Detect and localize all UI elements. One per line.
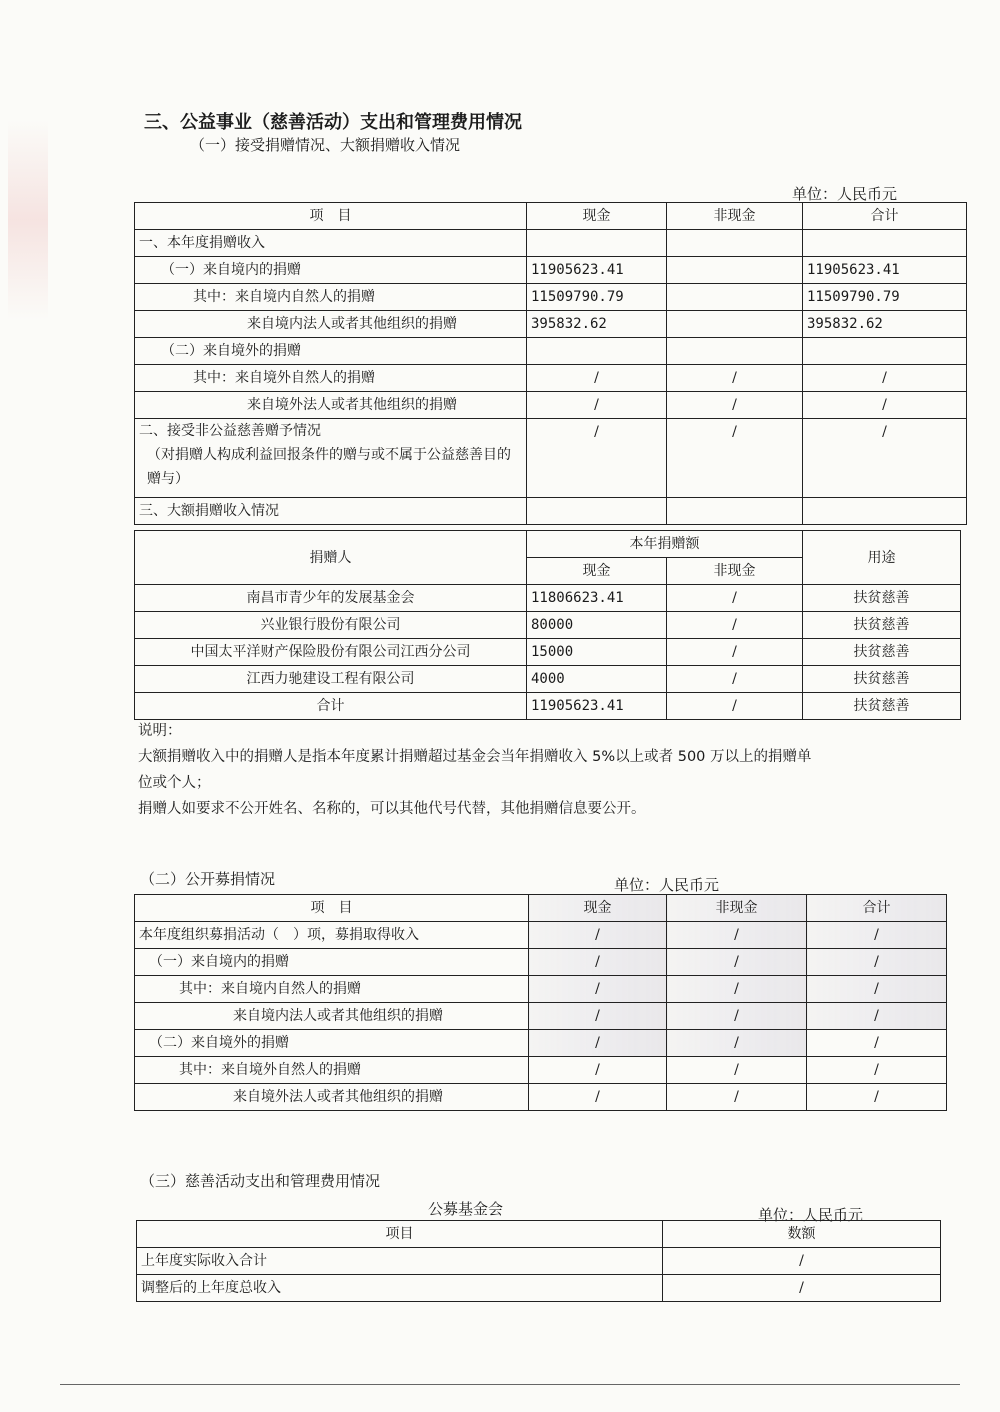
noncash-cell: / [667,922,807,949]
cash-cell: 15000 [527,639,667,666]
row-label: （二）来自境外的捐赠 [135,338,527,365]
table-row [135,311,967,338]
noncash-cell: / [667,693,803,720]
row-label: 其中：来自境内自然人的捐赠 [135,284,527,311]
total-cell: / [803,392,967,419]
cash-cell: / [529,949,667,976]
cash-cell [527,338,667,365]
table-row [135,585,961,612]
expense-table [136,1220,941,1302]
noncash-cell: / [667,1030,807,1057]
header-noncash: 非现金 [667,203,803,230]
notes-line-1: 大额捐赠收入中的捐赠人是指本年度累计捐赠超过基金会当年捐赠收入 5%以上或者 500 万以上的捐赠单 [138,749,812,765]
cash-cell: 11509790.79 [527,284,667,311]
row-label: 其中：来自境内自然人的捐赠 [135,976,529,1003]
table-row [137,1275,941,1302]
section-title: 三、公益事业（慈善活动）支出和管理费用情况 [144,112,522,133]
table-row [135,1030,947,1057]
total-cell: / [807,1003,947,1030]
header-cash: 现金 [527,558,667,585]
noncash-cell: / [667,949,807,976]
table-row [135,639,961,666]
total-cell: / [807,922,947,949]
donor-cell: 合计 [135,693,527,720]
public-fundraising-table [134,894,947,1111]
total-cell: / [803,419,967,498]
noncash-cell [667,284,803,311]
cash-cell: / [529,1084,667,1111]
table-row [135,419,967,498]
cash-cell: 11905623.41 [527,693,667,720]
table-row [135,666,961,693]
header-amount: 本年捐赠额 [527,531,803,558]
table-row [135,922,947,949]
total-cell [803,230,967,257]
noncash-cell: / [667,639,803,666]
sub1-title: （一）接受捐赠情况、大额捐赠收入情况 [190,136,461,154]
use-cell: 扶贫慈善 [803,612,961,639]
header-cash: 现金 [529,895,667,922]
seal-mark [8,120,48,320]
use-cell: 扶贫慈善 [803,639,961,666]
header-item: 项 目 [135,895,529,922]
use-cell: 扶贫慈善 [803,693,961,720]
use-cell: 扶贫慈善 [803,585,961,612]
t4-caption: 公募基金会 [428,1200,504,1218]
noncash-cell: / [667,1003,807,1030]
total-cell: / [807,1030,947,1057]
total-cell: 11905623.41 [803,257,967,284]
table-header-row [135,531,961,558]
noncash-cell [667,498,803,525]
total-cell [803,498,967,525]
header-item: 项目 [137,1221,663,1248]
unit-label-3: 单位：人民币元 [758,1206,864,1224]
table-row [135,1057,947,1084]
noncash-cell [667,230,803,257]
row-label: 三、大额捐赠收入情况 [135,498,527,525]
row-label: 来自境内法人或者其他组织的捐赠 [135,1003,529,1030]
notes-line-3: 捐赠人如要求不公开姓名、名称的，可以其他代号代替，其他捐赠信息要公开。 [138,801,646,817]
noncash-cell: / [667,666,803,693]
noncash-cell [667,257,803,284]
total-cell: / [807,949,947,976]
table-row [135,498,967,525]
notes-line-2: 位或个人； [138,775,211,791]
row-label: 来自境内法人或者其他组织的捐赠 [135,311,527,338]
noncash-cell: / [667,365,803,392]
header-total: 合计 [807,895,947,922]
header-cash: 现金 [527,203,667,230]
non-public-label: 二、接受非公益慈善赠予情况 [139,423,321,439]
donation-table [134,202,967,525]
cash-cell: 11905623.41 [527,257,667,284]
header-value: 数额 [663,1221,941,1248]
table-header-row [137,1221,941,1248]
row-label: 来自境外法人或者其他组织的捐赠 [135,1084,529,1111]
noncash-cell [667,338,803,365]
header-noncash: 非现金 [667,558,803,585]
header-item: 项 目 [135,203,527,230]
table-header-row [135,203,967,230]
header-use: 用途 [803,531,961,585]
row-label: （二）来自境外的捐赠 [135,1030,529,1057]
header-noncash: 非现金 [667,895,807,922]
cash-cell [527,230,667,257]
cash-cell: / [527,419,667,498]
page-bottom-rule [60,1384,960,1385]
noncash-cell: / [667,612,803,639]
value-cell: / [663,1275,941,1302]
sub2-title: （二）公开募捐情况 [140,870,276,888]
cash-cell: / [529,1057,667,1084]
row-label: 一、本年度捐赠收入 [135,230,527,257]
sub3-title: （三）慈善活动支出和管理费用情况 [140,1172,381,1190]
table-row [135,230,967,257]
total-cell: / [807,1057,947,1084]
table-row [135,976,947,1003]
table-row [135,693,961,720]
unit-label-2: 单位：人民币元 [614,876,720,894]
non-public-note: （对捐赠人构成利益回报条件的赠与或不属于公益慈善目的赠与） [147,447,511,487]
value-cell: / [663,1248,941,1275]
cash-cell: / [527,365,667,392]
cash-cell: 80000 [527,612,667,639]
row-label: 调整后的上年度总收入 [137,1275,663,1302]
row-label: 上年度实际收入合计 [137,1248,663,1275]
cash-cell: 4000 [527,666,667,693]
notes-title: 说明： [138,723,182,739]
noncash-cell: / [667,419,803,498]
table-row [135,612,961,639]
donor-cell: 南昌市青少年的发展基金会 [135,585,527,612]
donor-cell: 兴业银行股份有限公司 [135,612,527,639]
table-row [135,257,967,284]
use-cell: 扶贫慈善 [803,666,961,693]
cash-cell: 11806623.41 [527,585,667,612]
row-label: 来自境外法人或者其他组织的捐赠 [135,392,527,419]
row-label: （一）来自境内的捐赠 [135,257,527,284]
table-row [135,1084,947,1111]
cash-cell: / [529,1003,667,1030]
total-cell: / [803,365,967,392]
cash-cell: / [527,392,667,419]
table-row [135,392,967,419]
table-row [135,365,967,392]
noncash-cell: / [667,392,803,419]
table-row [135,284,967,311]
notes-block [138,718,958,822]
row-label: 其中：来自境外自然人的捐赠 [135,365,527,392]
total-cell: 11509790.79 [803,284,967,311]
header-total: 合计 [803,203,967,230]
row-label: 其中：来自境外自然人的捐赠 [135,1057,529,1084]
total-cell: / [807,1084,947,1111]
noncash-cell: / [667,1057,807,1084]
unit-label-1: 单位：人民币元 [792,185,898,203]
total-cell: 395832.62 [803,311,967,338]
row-label: （一）来自境内的捐赠 [135,949,529,976]
cash-cell: / [529,976,667,1003]
table-header-row [135,895,947,922]
table-row [135,1003,947,1030]
noncash-cell: / [667,585,803,612]
cash-cell [527,498,667,525]
total-cell [803,338,967,365]
donor-cell: 中国太平洋财产保险股份有限公司江西分公司 [135,639,527,666]
header-donor: 捐赠人 [135,531,527,585]
cash-cell: / [529,1030,667,1057]
table-row [135,338,967,365]
non-public-label-cell [135,419,527,498]
noncash-cell [667,311,803,338]
row-label: 本年度组织募捐活动（ ）项，募捐取得收入 [135,922,529,949]
large-donation-table [134,530,961,720]
total-cell: / [807,976,947,1003]
cash-cell: 395832.62 [527,311,667,338]
donor-cell: 江西力驰建设工程有限公司 [135,666,527,693]
noncash-cell: / [667,1084,807,1111]
noncash-cell: / [667,976,807,1003]
cash-cell: / [529,922,667,949]
table-row [137,1248,941,1275]
table-row [135,949,947,976]
